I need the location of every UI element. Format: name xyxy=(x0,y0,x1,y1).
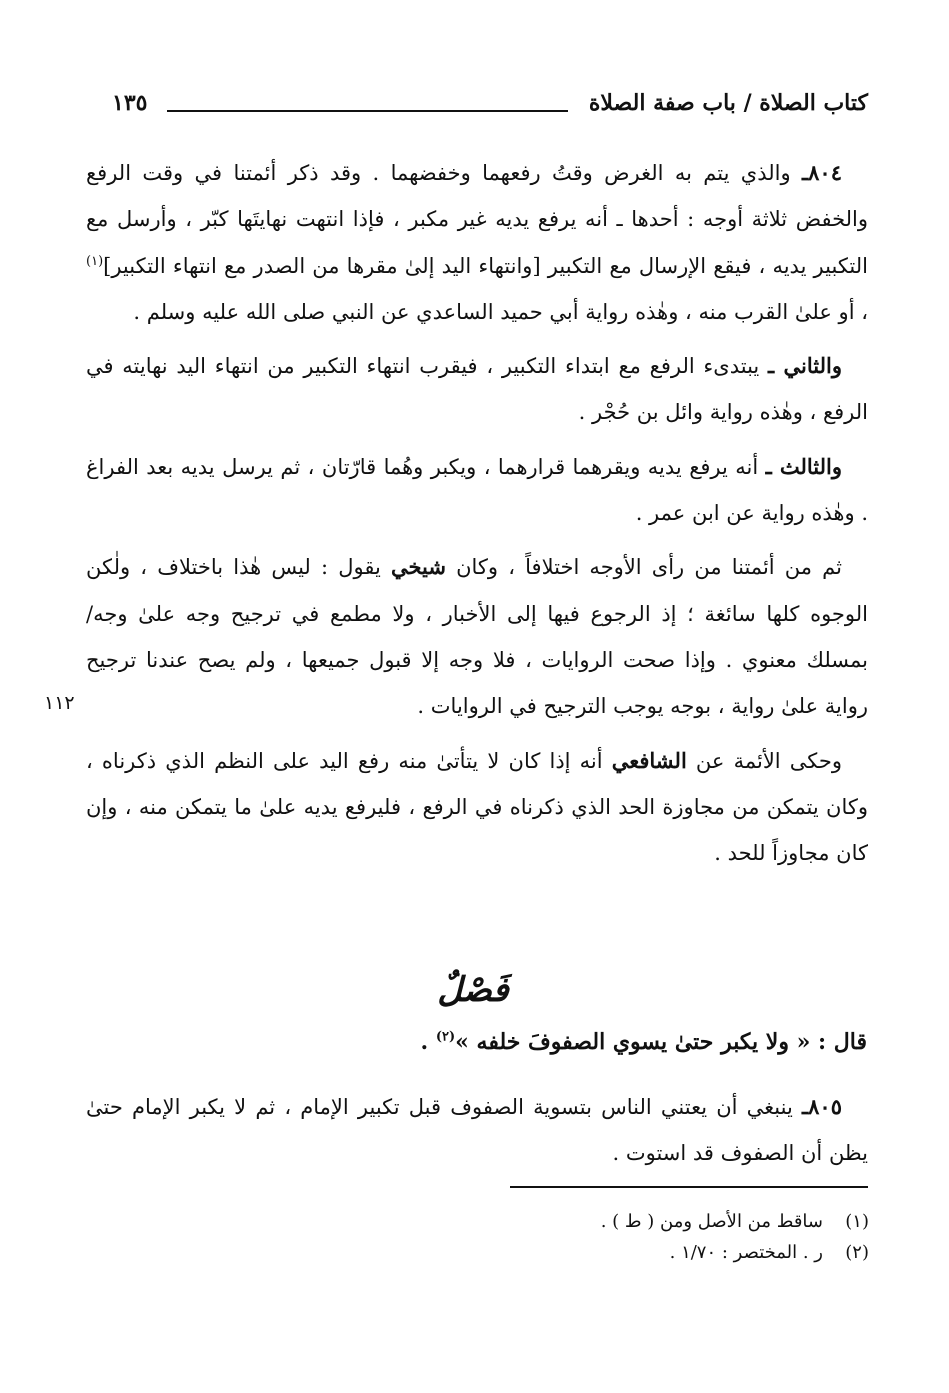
footnote-ref-2[interactable]: (٢) xyxy=(435,1029,456,1045)
paragraph-number: ٨٠٥ـ xyxy=(802,1094,842,1119)
paragraph-second-view xyxy=(86,343,868,436)
running-header xyxy=(112,86,868,120)
paragraph-805-text xyxy=(86,1084,868,1177)
section-heading xyxy=(418,962,528,1018)
footnote-ref-1[interactable]: (١) xyxy=(86,253,104,269)
paragraph-text-cont: يقول : ليس هٰذا باختلاف ، ولٰكن الوجوه كلها سائغة ؛ إذ الرجوع فيها إلى الأخبار ، ولا مطمع في ترجيح وجه علىٰ وجه/ بمسلك معنوي . وإذا صحت الروايات ، فلا وجه إلا قبول جميعها ، ولم يصح عندنا ترجيح رواية علىٰ رواية ، بوجه يوجب الترجيح في الروايات . xyxy=(86,555,868,719)
paragraph-lead: والثالث ـ xyxy=(765,453,842,479)
quoted-statement-end: . xyxy=(420,1029,436,1055)
paragraph-805 xyxy=(86,1084,868,1177)
footnote-text: ر . المختصر : ١/٧٠ . xyxy=(669,1242,823,1263)
footnote-number: (٢) xyxy=(845,1242,869,1263)
paragraph-text-cont: ، أو علىٰ القرب منه ، وهٰذه رواية أبي حميد الساعدي عن النبي صلى الله عليه وسلم . xyxy=(133,299,868,324)
footnote-number: (١) xyxy=(845,1211,869,1232)
page-number: ١٣٥ xyxy=(112,90,148,116)
paragraph-bold: شيخي xyxy=(390,554,446,580)
paragraph-imams-views xyxy=(86,544,868,729)
header-rule xyxy=(167,110,568,112)
paragraph-number: ٨٠٤ـ xyxy=(802,160,842,185)
paragraph-third-view xyxy=(86,444,868,537)
paragraph-lead: والثاني ـ xyxy=(768,353,842,379)
section-heading-text: فَصْلٌ xyxy=(437,970,509,1010)
footnote-text: ساقط من الأصل ومن ( ط ) . xyxy=(600,1211,823,1232)
footnote-1 xyxy=(369,1206,869,1237)
paragraph-shafii xyxy=(86,738,868,877)
footnotes xyxy=(369,1206,869,1268)
paragraph-bold: الشافعي xyxy=(611,747,687,773)
footnote-2 xyxy=(369,1237,869,1268)
paragraph-text: وحكى الأئمة عن xyxy=(686,748,842,773)
paragraph-text-cont: أنه إذا كان لا يتأتىٰ منه رفع اليد على النظم الذي ذكرناه ، وكان يتمكن من مجاوزة الحد الذي ذكرناه في الرفع ، فليرفع يديه علىٰ ما يتمكن منه ، وإن كان مجاوزاً للحد . xyxy=(86,748,868,866)
main-text xyxy=(86,150,868,876)
manuscript-folio-marker: ١١٢ xyxy=(44,692,75,714)
paragraph-text: يبتدىء الرفع مع ابتداء التكبير ، فيقرب انتهاء التكبير من انتهاء اليد نهايته في الرفع ، وهٰذه رواية وائل بن حُجْر . xyxy=(86,354,868,425)
footnote-separator xyxy=(510,1186,868,1188)
quoted-statement-text: قال : « ولا يكبر حتىٰ يسوي الصفوفَ خلفه » xyxy=(455,1029,867,1055)
paragraph-text: ثم من أئمتنا من رأى الأوجه اختلافاً ، وكان xyxy=(445,555,842,580)
paragraph-804 xyxy=(86,150,868,335)
paragraph-text: والذي يتم به الغرض وقتُ رفعهما وخفضهما . وقد ذكر أئمتنا في وقت الرفع والخفض ثلاثة أوجه : أحدها ـ أنه يرفع يديه غير مكبر ، فإذا انتهت نهايتَها كبّر ، وأرسل مع التكبير يديه ، فيقع الإرسال مع التكبير [وانتهاء اليد إلىٰ مقرها من الصدر مع انتهاء التكبير] xyxy=(86,161,868,278)
header-title: كتاب الصلاة / باب صفة الصلاة xyxy=(588,90,868,116)
quoted-statement xyxy=(85,1020,867,1064)
paragraph-text: أنه يرفع يديه ويقرهما قرارهما ، ويكبر وهُما قارّتان ، ثم يرسل يديه بعد الفراغ . وهٰذه رواية عن ابن عمر . xyxy=(86,454,868,526)
paragraph-text: ينبغي أن يعتني الناس بتسوية الصفوف قبل تكبير الإمام ، ثم لا يكبر الإمام حتىٰ يظن أن الصفوف قد استوت . xyxy=(86,1095,868,1166)
